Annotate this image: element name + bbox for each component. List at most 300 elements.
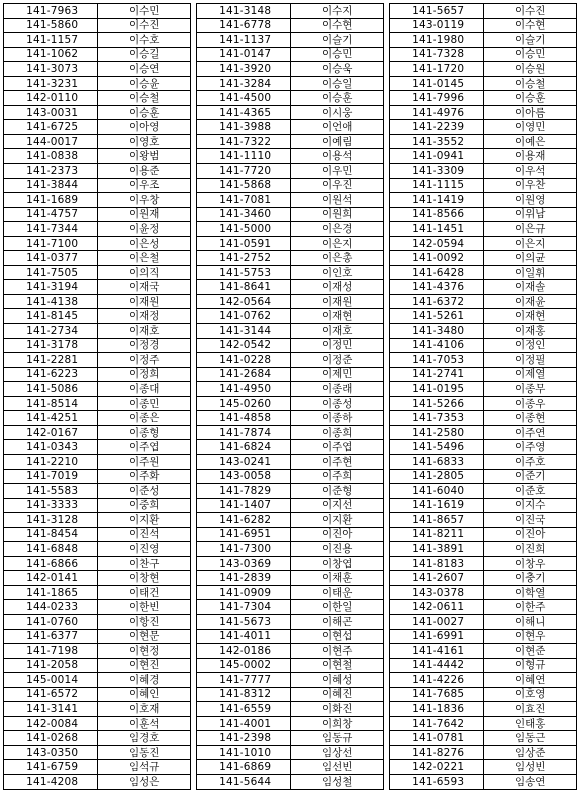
member-code-cell: 141-8566 xyxy=(389,207,483,222)
table-row xyxy=(4,382,577,397)
member-name-cell: 이주원 xyxy=(98,454,190,469)
member-code-cell: 141-2734 xyxy=(4,324,98,339)
member-code-cell: 142-0594 xyxy=(389,236,483,251)
member-code-cell: 141-6759 xyxy=(4,760,98,775)
member-code-cell: 141-2239 xyxy=(389,120,483,135)
member-name-cell: 이종래 xyxy=(291,382,383,397)
member-name-cell: 이우조 xyxy=(98,178,190,193)
table-row xyxy=(4,745,577,760)
member-name-cell: 이종우 xyxy=(484,396,577,411)
member-code-cell: 141-7505 xyxy=(4,265,98,280)
table-row xyxy=(4,47,577,62)
member-code-cell: 141-3844 xyxy=(4,178,98,193)
member-code-cell: 141-0591 xyxy=(196,236,290,251)
member-code-cell: 141-6833 xyxy=(389,454,483,469)
member-code-cell: 141-7963 xyxy=(4,4,98,19)
member-name-cell: 이진희 xyxy=(484,542,577,557)
member-code-cell: 141-4161 xyxy=(389,644,483,659)
member-name-cell: 이수진 xyxy=(98,18,190,33)
member-code-cell: 141-6866 xyxy=(4,556,98,571)
member-name-cell: 이언애 xyxy=(291,120,383,135)
member-code-cell: 141-0268 xyxy=(4,731,98,746)
member-code-cell: 141-3920 xyxy=(196,62,290,77)
member-name-cell: 이의직 xyxy=(98,265,190,280)
member-name-cell: 이주희 xyxy=(291,469,383,484)
member-code-cell: 142-0186 xyxy=(196,644,290,659)
member-code-cell: 141-4858 xyxy=(196,411,290,426)
member-code-cell: 145-0014 xyxy=(4,673,98,688)
member-code-cell: 141-0147 xyxy=(196,47,290,62)
member-code-cell: 142-0084 xyxy=(4,716,98,731)
table-row xyxy=(4,178,577,193)
member-code-cell: 141-0762 xyxy=(196,309,290,324)
member-name-cell: 이왕범 xyxy=(98,149,190,164)
table-row xyxy=(4,338,577,353)
member-code-cell: 141-0195 xyxy=(389,382,483,397)
member-name-cell: 이영호 xyxy=(98,134,190,149)
member-name-cell: 이진아 xyxy=(291,527,383,542)
member-name-cell: 이진영 xyxy=(98,542,190,557)
table-row xyxy=(4,731,577,746)
member-name-cell: 이현주 xyxy=(291,644,383,659)
member-code-cell: 141-3231 xyxy=(4,76,98,91)
member-name-cell: 이위남 xyxy=(484,207,577,222)
member-name-cell: 이승원 xyxy=(484,62,577,77)
member-name-cell: 이재국 xyxy=(98,280,190,295)
member-name-cell: 이지환 xyxy=(98,513,190,528)
member-code-cell: 141-7328 xyxy=(389,47,483,62)
member-code-cell: 141-6572 xyxy=(4,687,98,702)
member-code-cell: 141-8641 xyxy=(196,280,290,295)
member-name-cell: 이태운 xyxy=(291,585,383,600)
member-code-cell: 141-1062 xyxy=(4,47,98,62)
member-name-cell: 이일휘 xyxy=(484,265,577,280)
table-row xyxy=(4,251,577,266)
member-name-cell: 이중희 xyxy=(98,498,190,513)
member-name-cell: 임선빈 xyxy=(291,760,383,775)
table-row xyxy=(4,614,577,629)
member-name-cell: 이슬기 xyxy=(291,33,383,48)
table-row xyxy=(4,149,577,164)
member-code-cell: 143-0241 xyxy=(196,454,290,469)
table-row xyxy=(4,134,577,149)
member-name-cell: 이지수 xyxy=(484,498,577,513)
member-code-cell: 141-2580 xyxy=(389,425,483,440)
member-name-cell: 임상선 xyxy=(291,745,383,760)
member-code-cell: 141-5644 xyxy=(196,774,290,789)
member-code-cell: 141-1689 xyxy=(4,193,98,208)
member-code-cell: 141-7642 xyxy=(389,716,483,731)
member-name-cell: 이준성 xyxy=(98,484,190,499)
member-name-cell: 이종형 xyxy=(98,425,190,440)
member-name-cell: 이원재 xyxy=(98,207,190,222)
table-row xyxy=(4,33,577,48)
table-row xyxy=(4,542,577,557)
member-code-cell: 141-7304 xyxy=(196,600,290,615)
member-code-cell: 141-1619 xyxy=(389,498,483,513)
member-code-cell: 141-2373 xyxy=(4,164,98,179)
member-name-cell: 임동근 xyxy=(484,731,577,746)
member-code-cell: 141-7720 xyxy=(196,164,290,179)
member-code-cell: 141-0027 xyxy=(389,614,483,629)
member-code-cell: 145-0260 xyxy=(196,396,290,411)
member-name-cell: 이종성 xyxy=(291,396,383,411)
member-name-cell: 이수현 xyxy=(291,18,383,33)
member-name-cell: 이주영 xyxy=(484,440,577,455)
member-name-cell: 이창엽 xyxy=(291,556,383,571)
member-name-cell: 이재현 xyxy=(291,309,383,324)
member-code-cell: 141-2058 xyxy=(4,658,98,673)
member-code-cell: 142-0564 xyxy=(196,294,290,309)
table-row xyxy=(4,585,577,600)
member-name-cell: 이현진 xyxy=(98,658,190,673)
member-code-cell: 141-6991 xyxy=(389,629,483,644)
member-name-cell: 이제민 xyxy=(291,367,383,382)
table-row xyxy=(4,687,577,702)
member-code-cell: 141-4001 xyxy=(196,716,290,731)
member-code-cell: 141-8454 xyxy=(4,527,98,542)
member-code-cell: 144-0017 xyxy=(4,134,98,149)
member-name-cell: 이은규 xyxy=(484,222,577,237)
member-name-cell: 이아름 xyxy=(484,105,577,120)
member-name-cell: 이수지 xyxy=(291,4,383,19)
member-name-cell: 이한주 xyxy=(484,600,577,615)
member-name-cell: 이재홍 xyxy=(484,324,577,339)
member-name-cell: 이용석 xyxy=(291,149,383,164)
member-name-cell: 이승훈 xyxy=(484,91,577,106)
member-name-cell: 이진아 xyxy=(484,527,577,542)
member-name-cell: 인태홍 xyxy=(484,716,577,731)
member-code-cell: 141-4442 xyxy=(389,658,483,673)
member-name-cell: 이지선 xyxy=(291,498,383,513)
member-name-cell: 이은성 xyxy=(98,236,190,251)
member-name-cell: 이슬기 xyxy=(484,33,577,48)
member-code-cell: 141-4500 xyxy=(196,91,290,106)
member-code-cell: 141-6223 xyxy=(4,367,98,382)
member-name-cell: 이제열 xyxy=(484,367,577,382)
member-name-cell: 이승길 xyxy=(98,47,190,62)
member-name-cell: 이승민 xyxy=(291,47,383,62)
member-name-cell: 이준기 xyxy=(484,469,577,484)
member-code-cell: 141-1157 xyxy=(4,33,98,48)
table-row xyxy=(4,411,577,426)
member-code-cell: 141-7081 xyxy=(196,193,290,208)
member-code-cell: 141-7019 xyxy=(4,469,98,484)
member-name-cell: 이현문 xyxy=(98,629,190,644)
table-row xyxy=(4,193,577,208)
member-code-cell: 141-2805 xyxy=(389,469,483,484)
member-name-cell: 임동규 xyxy=(291,731,383,746)
member-code-cell: 141-3309 xyxy=(389,164,483,179)
member-name-cell: 이의균 xyxy=(484,251,577,266)
member-code-cell: 141-1110 xyxy=(196,149,290,164)
table-row xyxy=(4,658,577,673)
member-code-cell: 142-0110 xyxy=(4,91,98,106)
table-row xyxy=(4,702,577,717)
member-code-cell: 141-1419 xyxy=(389,193,483,208)
table-row xyxy=(4,207,577,222)
member-name-cell: 이은경 xyxy=(291,222,383,237)
member-name-cell: 이정경 xyxy=(98,338,190,353)
table-row xyxy=(4,367,577,382)
member-code-cell: 141-6725 xyxy=(4,120,98,135)
member-code-cell: 141-3144 xyxy=(196,324,290,339)
member-name-cell: 이재윤 xyxy=(484,294,577,309)
member-name-cell: 이정주 xyxy=(98,353,190,368)
member-code-cell: 141-4251 xyxy=(4,411,98,426)
member-code-cell: 141-3128 xyxy=(4,513,98,528)
member-code-cell: 141-1720 xyxy=(389,62,483,77)
member-code-cell: 141-1137 xyxy=(196,33,290,48)
member-code-cell: 141-4011 xyxy=(196,629,290,644)
member-code-cell: 141-3194 xyxy=(4,280,98,295)
member-name-cell: 이우창 xyxy=(98,193,190,208)
member-code-cell: 141-2607 xyxy=(389,571,483,586)
member-name-cell: 이진석 xyxy=(98,527,190,542)
member-code-cell: 141-3284 xyxy=(196,76,290,91)
table-row xyxy=(4,760,577,775)
member-code-cell: 141-0941 xyxy=(389,149,483,164)
member-code-cell: 141-5266 xyxy=(389,396,483,411)
member-name-cell: 이종희 xyxy=(291,425,383,440)
member-code-cell: 141-1980 xyxy=(389,33,483,48)
member-code-cell: 143-0350 xyxy=(4,745,98,760)
member-name-cell: 이재정 xyxy=(98,309,190,324)
member-name-cell: 이아영 xyxy=(98,120,190,135)
table-row xyxy=(4,4,577,19)
member-name-cell: 이승일 xyxy=(291,76,383,91)
member-name-cell: 이시웅 xyxy=(291,105,383,120)
member-code-cell: 141-7829 xyxy=(196,484,290,499)
member-code-cell: 143-0031 xyxy=(4,105,98,120)
member-name-cell: 이채훈 xyxy=(291,571,383,586)
table-row xyxy=(4,396,577,411)
member-code-cell: 141-8276 xyxy=(389,745,483,760)
member-name-cell: 이효진 xyxy=(484,702,577,717)
member-code-cell: 141-7777 xyxy=(196,673,290,688)
member-name-cell: 이정필 xyxy=(484,353,577,368)
table-row xyxy=(4,484,577,499)
member-name-cell: 이재현 xyxy=(484,309,577,324)
member-code-cell: 142-0167 xyxy=(4,425,98,440)
member-name-cell: 이형규 xyxy=(484,658,577,673)
member-name-cell: 임송연 xyxy=(484,774,577,789)
member-name-cell: 이현우 xyxy=(484,629,577,644)
member-code-cell: 143-0378 xyxy=(389,585,483,600)
member-name-cell: 이종민 xyxy=(98,396,190,411)
member-code-cell: 141-5086 xyxy=(4,382,98,397)
member-name-cell: 임상준 xyxy=(484,745,577,760)
member-code-cell: 141-7685 xyxy=(389,687,483,702)
table-row xyxy=(4,265,577,280)
directory-table xyxy=(3,3,577,790)
member-name-cell: 이재호 xyxy=(98,324,190,339)
table-row xyxy=(4,164,577,179)
table-row xyxy=(4,120,577,135)
member-code-cell: 141-5496 xyxy=(389,440,483,455)
member-code-cell: 141-4376 xyxy=(389,280,483,295)
member-name-cell: 이승철 xyxy=(484,76,577,91)
member-name-cell: 이예림 xyxy=(291,134,383,149)
member-name-cell: 이정인 xyxy=(484,338,577,353)
member-code-cell: 141-2398 xyxy=(196,731,290,746)
member-code-cell: 141-3148 xyxy=(196,4,290,19)
table-row xyxy=(4,498,577,513)
table-row xyxy=(4,454,577,469)
member-name-cell: 이주엽 xyxy=(98,440,190,455)
table-row xyxy=(4,294,577,309)
member-code-cell: 141-5673 xyxy=(196,614,290,629)
member-name-cell: 이주호 xyxy=(484,454,577,469)
member-code-cell: 141-6869 xyxy=(196,760,290,775)
member-name-cell: 이재호 xyxy=(291,324,383,339)
member-code-cell: 141-2684 xyxy=(196,367,290,382)
member-code-cell: 141-3891 xyxy=(389,542,483,557)
member-code-cell: 143-0119 xyxy=(389,18,483,33)
member-code-cell: 141-6282 xyxy=(196,513,290,528)
member-code-cell: 141-1865 xyxy=(4,585,98,600)
member-code-cell: 145-0002 xyxy=(196,658,290,673)
member-name-cell: 이진국 xyxy=(484,513,577,528)
member-code-cell: 141-8657 xyxy=(389,513,483,528)
member-name-cell: 이주현 xyxy=(291,454,383,469)
member-code-cell: 141-0228 xyxy=(196,353,290,368)
member-code-cell: 141-4757 xyxy=(4,207,98,222)
member-name-cell: 이수진 xyxy=(484,4,577,19)
table-row xyxy=(4,774,577,789)
table-row xyxy=(4,353,577,368)
member-name-cell: 이우민 xyxy=(291,164,383,179)
member-code-cell: 141-0781 xyxy=(389,731,483,746)
member-name-cell: 이윤정 xyxy=(98,222,190,237)
member-name-cell: 이화진 xyxy=(291,702,383,717)
member-code-cell: 141-1407 xyxy=(196,498,290,513)
member-name-cell: 이충기 xyxy=(484,571,577,586)
member-code-cell: 141-6824 xyxy=(196,440,290,455)
member-name-cell: 이주연 xyxy=(484,425,577,440)
member-name-cell: 이용준 xyxy=(98,164,190,179)
table-row xyxy=(4,644,577,659)
member-code-cell: 141-8183 xyxy=(389,556,483,571)
member-code-cell: 141-1836 xyxy=(389,702,483,717)
member-code-cell: 141-3178 xyxy=(4,338,98,353)
table-row xyxy=(4,425,577,440)
member-code-cell: 141-4106 xyxy=(389,338,483,353)
member-code-cell: 141-0377 xyxy=(4,251,98,266)
member-name-cell: 이주엽 xyxy=(291,440,383,455)
table-row xyxy=(4,673,577,688)
member-name-cell: 이찬구 xyxy=(98,556,190,571)
member-name-cell: 이현정 xyxy=(98,644,190,659)
member-name-cell: 이인호 xyxy=(291,265,383,280)
member-code-cell: 141-8145 xyxy=(4,309,98,324)
member-code-cell: 141-6040 xyxy=(389,484,483,499)
member-name-cell: 이승철 xyxy=(98,91,190,106)
member-name-cell: 임동진 xyxy=(98,745,190,760)
member-code-cell: 141-4138 xyxy=(4,294,98,309)
member-name-cell: 이영민 xyxy=(484,120,577,135)
member-code-cell: 141-6428 xyxy=(389,265,483,280)
member-name-cell: 이혜연 xyxy=(484,673,577,688)
member-name-cell: 이한일 xyxy=(291,600,383,615)
member-name-cell: 이정희 xyxy=(98,367,190,382)
member-code-cell: 141-5000 xyxy=(196,222,290,237)
member-name-cell: 이원희 xyxy=(291,207,383,222)
table-row xyxy=(4,91,577,106)
member-name-cell: 이재원 xyxy=(98,294,190,309)
table-row xyxy=(4,324,577,339)
member-name-cell: 이태건 xyxy=(98,585,190,600)
member-name-cell: 이수호 xyxy=(98,33,190,48)
member-code-cell: 141-4208 xyxy=(4,774,98,789)
member-code-cell: 141-0343 xyxy=(4,440,98,455)
member-code-cell: 143-0369 xyxy=(196,556,290,571)
member-code-cell: 141-2210 xyxy=(4,454,98,469)
table-row xyxy=(4,600,577,615)
member-name-cell: 이정민 xyxy=(291,338,383,353)
member-code-cell: 141-6593 xyxy=(389,774,483,789)
member-code-cell: 141-8514 xyxy=(4,396,98,411)
member-code-cell: 141-7100 xyxy=(4,236,98,251)
member-code-cell: 141-5753 xyxy=(196,265,290,280)
table-row xyxy=(4,716,577,731)
member-code-cell: 141-6372 xyxy=(389,294,483,309)
member-code-cell: 141-0760 xyxy=(4,614,98,629)
member-code-cell: 141-6778 xyxy=(196,18,290,33)
member-name-cell: 이해곤 xyxy=(291,614,383,629)
member-name-cell: 임성은 xyxy=(98,774,190,789)
member-name-cell: 이호재 xyxy=(98,702,190,717)
member-name-cell: 이예은 xyxy=(484,134,577,149)
member-code-cell: 141-3141 xyxy=(4,702,98,717)
member-code-cell: 141-0909 xyxy=(196,585,290,600)
member-name-cell: 이수현 xyxy=(484,18,577,33)
member-code-cell: 144-0233 xyxy=(4,600,98,615)
table-row xyxy=(4,236,577,251)
member-name-cell: 이창현 xyxy=(98,571,190,586)
member-code-cell: 141-6559 xyxy=(196,702,290,717)
member-code-cell: 141-7353 xyxy=(389,411,483,426)
member-code-cell: 141-7344 xyxy=(4,222,98,237)
member-code-cell: 141-5868 xyxy=(196,178,290,193)
member-name-cell: 이재성 xyxy=(291,280,383,295)
member-name-cell: 이종현 xyxy=(484,411,577,426)
member-code-cell: 142-0141 xyxy=(4,571,98,586)
member-code-cell: 141-4950 xyxy=(196,382,290,397)
member-code-cell: 141-7322 xyxy=(196,134,290,149)
member-code-cell: 141-1010 xyxy=(196,745,290,760)
member-name-cell: 이우석 xyxy=(484,164,577,179)
member-name-cell: 이현철 xyxy=(291,658,383,673)
member-name-cell: 이진용 xyxy=(291,542,383,557)
member-name-cell: 이수민 xyxy=(98,4,190,19)
member-name-cell: 이종은 xyxy=(98,411,190,426)
member-code-cell: 141-7053 xyxy=(389,353,483,368)
member-name-cell: 이승연 xyxy=(98,62,190,77)
member-name-cell: 이우진 xyxy=(291,178,383,193)
member-name-cell: 이승윤 xyxy=(98,76,190,91)
member-name-cell: 이용재 xyxy=(484,149,577,164)
member-name-cell: 이호영 xyxy=(484,687,577,702)
member-code-cell: 141-8312 xyxy=(196,687,290,702)
member-name-cell: 이현준 xyxy=(484,644,577,659)
member-name-cell: 이해니 xyxy=(484,614,577,629)
member-name-cell: 이정준 xyxy=(291,353,383,368)
member-name-cell: 이승민 xyxy=(484,47,577,62)
member-name-cell: 이한빈 xyxy=(98,600,190,615)
member-code-cell: 142-0221 xyxy=(389,760,483,775)
member-code-cell: 141-7198 xyxy=(4,644,98,659)
